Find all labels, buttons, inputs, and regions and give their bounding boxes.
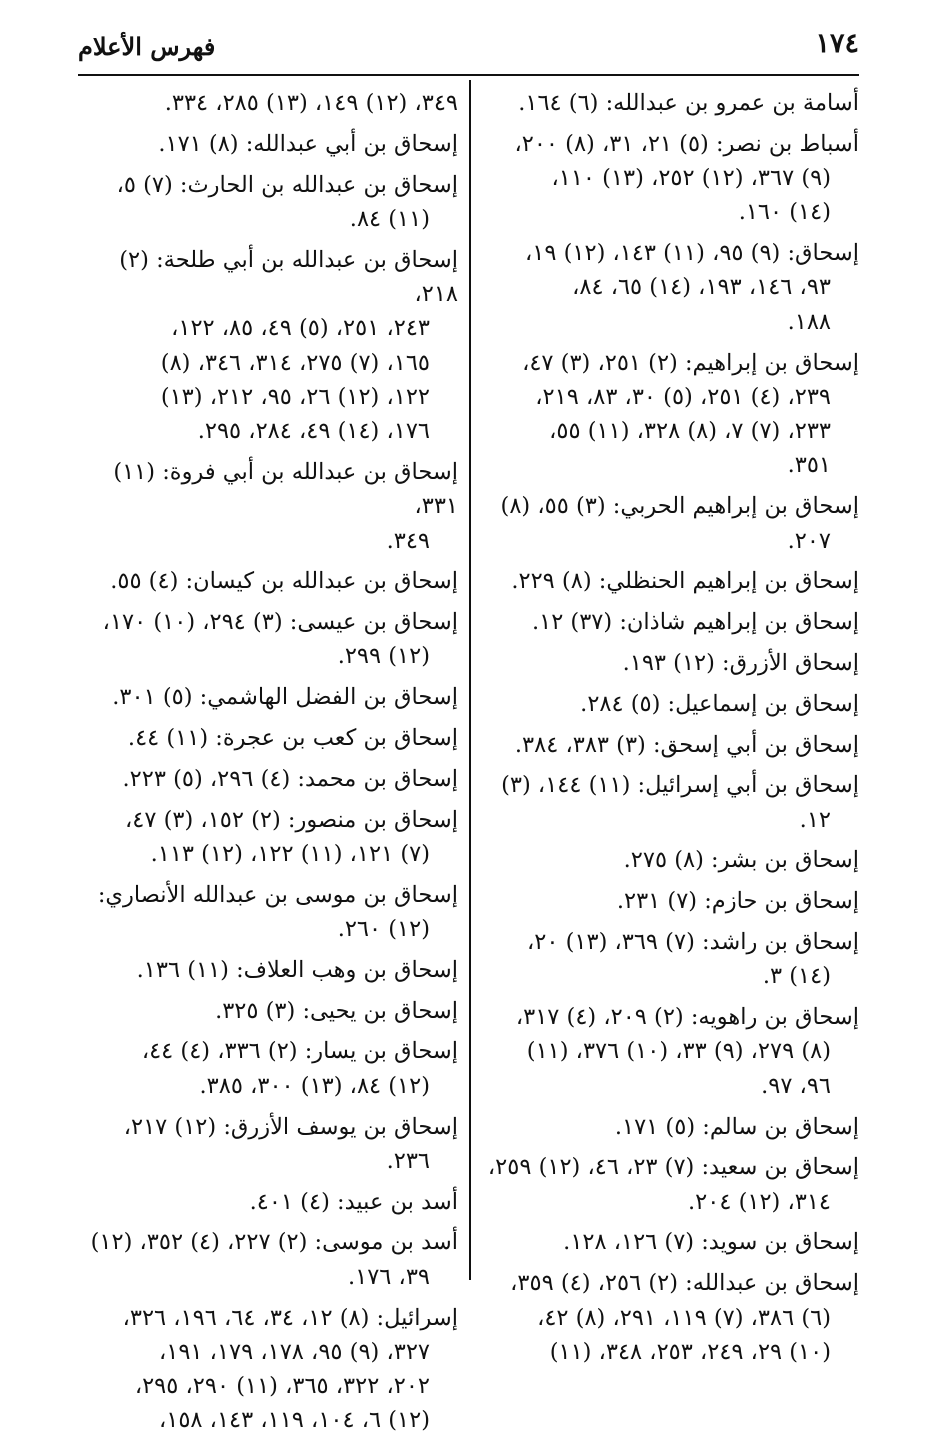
entry-line: إسرائيل: (٨) ١٢، ٣٤، ٦٤، ١٩٦، ٣٢٦، xyxy=(122,1304,458,1331)
entry-line: إسحاق بن موسى بن عبدالله الأنصاري: xyxy=(97,881,458,908)
entry-line: إسحاق بن منصور: (٢) ١٥٢، (٣) ٤٧، xyxy=(125,806,458,833)
entry-line: إسحاق بن الفضل الهاشمي: (٥) ٣٠١. xyxy=(112,684,458,711)
index-entry xyxy=(78,953,458,987)
index-entry xyxy=(483,687,859,721)
entry-continuation-line: ٩٦، ٩٧. xyxy=(761,1072,831,1099)
entry-line: إسحاق: (٩) ٩٥، (١١) ١٤٣، (١٢) ١٩، xyxy=(525,240,859,267)
entry-line: إسحاق بن يسار: (٢) ٣٣٦، (٤) ٤٤، xyxy=(141,1038,458,1065)
entry-line: إسحاق بن راشد: (٧) ٣٦٩، (١٣) ٢٠، xyxy=(527,929,859,956)
running-head: فهرس الأعلام xyxy=(78,32,216,61)
entry-line: إسحاق بن عبدالله بن كيسان: (٤) ٥٥. xyxy=(110,568,458,595)
entry-line: إسحاق بن بشر: (٨) ٢٧٥. xyxy=(623,847,859,874)
index-entry xyxy=(483,1000,859,1103)
index-entry xyxy=(78,680,458,714)
entry-line: إسحاق بن إبراهيم شاذان: (٣٧) ١٢. xyxy=(531,609,859,636)
entry-line: إسحاق بن راهويه: (٢) ٢٠٩، (٤) ٣١٧، xyxy=(515,1004,859,1031)
index-entry xyxy=(78,1185,458,1219)
entry-line: إسحاق بن عبدالله بن أبي فروة: (١١) ٣٣١، xyxy=(113,458,458,520)
entry-continuation-line: (١٢) ٢٩٩. xyxy=(337,643,430,670)
index-entry xyxy=(78,455,458,558)
entry-line: إسحاق بن عيسى: (٣) ٢٩٤، (١٠) ١٧٠، xyxy=(102,609,458,636)
entry-line: أسباط بن نصر: (٥) ٢١، ٣١، (٨) ٢٠٠، xyxy=(514,130,859,157)
index-entry xyxy=(483,843,859,877)
index-entry xyxy=(483,127,859,230)
entry-continuation-line: ٢٠٢، ٣٢٢، ٣٦٥، (١١) ٢٩٠، ٢٩٥، xyxy=(134,1373,430,1400)
index-entry xyxy=(78,243,458,449)
index-entry xyxy=(78,1225,458,1294)
entry-line: إسحاق بن إبراهيم الحربي: (٣) ٥٥، (٨) xyxy=(500,493,859,520)
index-entry xyxy=(483,605,859,639)
page-header xyxy=(78,22,859,76)
index-entry xyxy=(483,236,859,339)
entry-line: أسد بن موسى: (٢) ٢٢٧، (٤) ٣٥٢، (١٢) xyxy=(90,1229,458,1256)
entry-continuation-line: ٢٣٣، (٧) ٧، (٨) ٣٢٨، (١١) ٥٥، xyxy=(549,418,831,445)
index-entry xyxy=(483,925,859,994)
entry-line: أسد بن عبيد: (٤) ٤٠١. xyxy=(249,1188,458,1215)
page-number: ١٧٤ xyxy=(815,28,859,59)
entry-continuation-line: (١٢) ٨٤، (١٣) ٣٠٠، ٣٨٥. xyxy=(199,1072,430,1099)
right-column xyxy=(483,86,859,1376)
entry-line: إسحاق بن أبي إسحق: (٣) ٣٨٣، ٣٨٤. xyxy=(514,731,859,758)
entry-continuation-line: (٨) ٢٧٩، (٩) ٣٣، (١٠) ٣٧٦، (١١) xyxy=(526,1038,831,1065)
entry-continuation-line: (١٢) ٢٦٠. xyxy=(337,916,430,943)
index-entry xyxy=(78,605,458,674)
entry-line: أسامة بن عمرو بن عبدالله: (٦) ١٦٤. xyxy=(518,90,859,116)
entry-line: إسحاق بن سويد: (٧) ١٢٦، ١٢٨. xyxy=(563,1229,859,1256)
entry-continuation-line: ٣٢٧، (٩) ٩٥، ١٧٨، ١٧٩، ١٩١، xyxy=(159,1338,430,1365)
index-entry xyxy=(78,1301,458,1438)
entry-line: إسحاق بن عبدالله: (٢) ٢٥٦، (٤) ٣٥٩، xyxy=(510,1270,859,1297)
entry-line: إسحاق بن أبي إسرائيل: (١١) ١٤٤، (٣) xyxy=(501,772,859,799)
entry-line: إسحاق الأزرق: (١٢) ١٩٣. xyxy=(622,649,859,676)
entry-continuation-line: ٩٣، ١٤٦، ١٩٣، (١٤) ٦٥، ٨٤، xyxy=(572,274,831,301)
index-entry xyxy=(78,994,458,1028)
entry-line: إسحاق بن محمد: (٤) ٢٩٦، (٥) ٢٢٣. xyxy=(122,765,458,792)
index-entry xyxy=(78,1110,458,1179)
index-entry xyxy=(483,728,859,762)
index-entry xyxy=(78,564,458,598)
index-entry xyxy=(483,564,859,598)
entry-continuation-line: ٢٤٣، ٢٥١، (٥) ٤٩، ٨٥، ١٢٢، xyxy=(171,315,430,342)
entry-line: ٣٤٩، (١٢) ١٤٩، (١٣) ٢٨٥، ٣٣٤. xyxy=(164,90,458,116)
entry-line: إسحاق بن إبراهيم الحنظلي: (٨) ٢٢٩. xyxy=(511,568,859,595)
entry-continuation-line: ٢٣٦. xyxy=(386,1147,430,1174)
index-entry xyxy=(78,878,458,947)
entry-continuation-line: (١١) ٨٤. xyxy=(349,205,430,232)
entry-continuation-line: ١٧٦، (١٤) ٤٩، ٢٨٤، ٢٩٥. xyxy=(197,418,430,445)
index-entry xyxy=(483,1225,859,1259)
entry-line: إسحاق بن حازم: (٧) ٢٣١. xyxy=(616,888,859,915)
index-entry xyxy=(483,1110,859,1144)
index-entry xyxy=(483,646,859,680)
index-entry xyxy=(483,884,859,918)
entry-continuation-line: ٢٠٧. xyxy=(787,527,831,554)
entry-continuation-line: ١٢٢، (١٢) ٢٦، ٩٥، ٢١٢، (١٣) xyxy=(160,383,430,410)
entry-continuation-line: (٩) ٣٦٧، (١٢) ٢٥٢، (١٣) ١١٠، xyxy=(551,165,831,192)
entry-line: إسحاق بن إبراهيم: (٢) ٢٥١، (٣) ٤٧، xyxy=(522,349,859,376)
entry-line: إسحاق بن إسماعيل: (٥) ٢٨٤. xyxy=(580,690,859,717)
entry-line: إسحاق بن يحيى: (٣) ٣٢٥. xyxy=(215,997,458,1024)
entry-line: إسحاق بن سالم: (٥) ١٧١. xyxy=(614,1113,859,1140)
entry-continuation-line: ١٢. xyxy=(799,806,831,833)
entry-continuation-line: (٦) ٣٨٦، (٧) ١١٩، ٢٩١، (٨) ٤٢، xyxy=(537,1304,831,1331)
index-entry xyxy=(483,1266,859,1369)
entry-line: إسحاق بن عبدالله بن الحارث: (٧) ٥، xyxy=(116,171,458,198)
index-entry xyxy=(78,762,458,796)
index-entry xyxy=(78,127,458,161)
column-divider xyxy=(469,80,471,1280)
left-column xyxy=(78,86,458,1444)
entry-continuation-line: ١٦٥، (٧) ٢٧٥، ٣١٤، ٣٤٦، (٨) xyxy=(160,349,430,376)
entry-continuation-line: (١٠) ٢٩، ٢٤٩، ٢٥٣، ٣٤٨، (١١) xyxy=(549,1338,831,1365)
entry-continuation-line: (١٤) ٣. xyxy=(762,963,831,990)
index-entry xyxy=(483,489,859,558)
entry-continuation-line: ٣١٤، (١٢) ٢٠٤. xyxy=(688,1188,831,1215)
entry-continuation-line: ٣٤٩. xyxy=(386,527,430,554)
index-entry xyxy=(483,768,859,837)
index-entry xyxy=(483,86,859,120)
entry-continuation-line: (٧) ١٢١، (١١) ١٢٢، (١٢) ١١٣. xyxy=(150,840,430,867)
index-entry xyxy=(78,1034,458,1103)
entry-continuation-line: ١٨٨. xyxy=(787,308,831,335)
entry-continuation-line: (١٤) ١٦٠. xyxy=(738,199,831,226)
entry-line: إسحاق بن سعيد: (٧) ٢٣، ٤٦، (١٢) ٢٥٩، xyxy=(487,1154,859,1181)
index-entry xyxy=(483,1150,859,1219)
entry-continuation-line: ٢٣٩، (٤) ٢٥١، (٥) ٣٠، ٨٣، ٢١٩، xyxy=(535,383,831,410)
index-entry xyxy=(78,721,458,755)
index-entry xyxy=(78,86,458,120)
entry-line: إسحاق بن وهب العلاف: (١١) ١٣٦. xyxy=(136,956,458,983)
index-entry xyxy=(483,346,859,483)
entry-continuation-line: ٣٩، ١٧٦. xyxy=(347,1263,430,1290)
entry-continuation-line: (١٢) ٦، ١٠٤، ١١٩، ١٤٣، ١٥٨، xyxy=(159,1407,430,1434)
entry-line: إسحاق بن كعب بن عجرة: (١١) ٤٤. xyxy=(127,725,458,752)
entry-line: إسحاق بن يوسف الأزرق: (١٢) ٢١٧، xyxy=(123,1113,458,1140)
index-entry xyxy=(78,168,458,237)
entry-continuation-line: ٣٥١. xyxy=(787,452,831,479)
entry-line: إسحاق بن عبدالله بن أبي طلحة: (٢) ٢١٨، xyxy=(119,246,458,307)
entry-line: إسحاق بن أبي عبدالله: (٨) ١٧١. xyxy=(158,130,458,157)
index-entry xyxy=(78,803,458,872)
